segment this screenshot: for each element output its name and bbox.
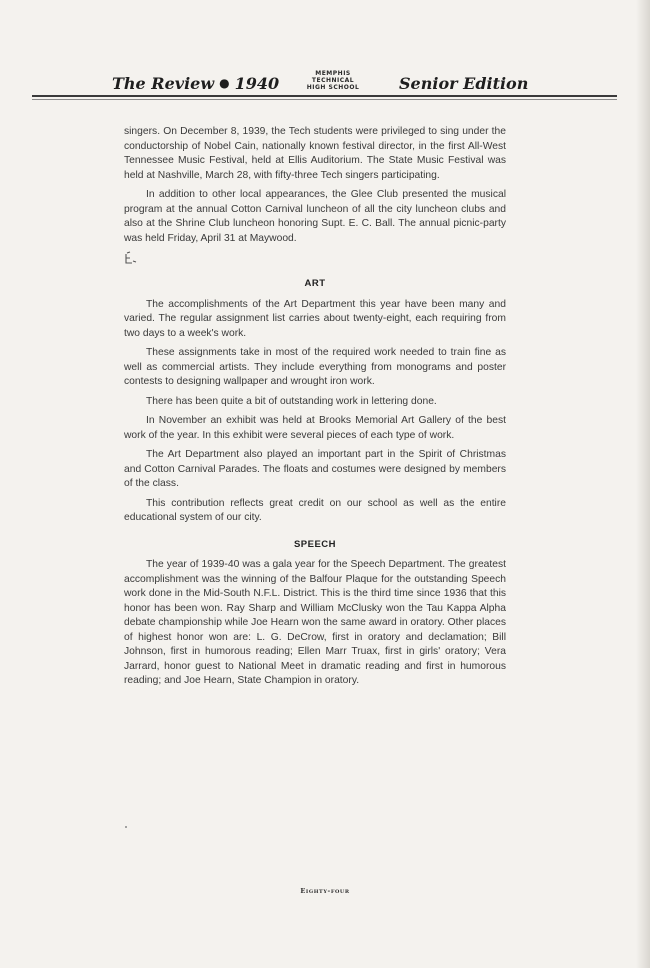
school-line-2: TECHNICAL: [311, 77, 355, 84]
art-paragraph-6: This contribution reflects great credit on our school as well as the entire educational system of our city.: [124, 497, 506, 523]
handwritten-mark-icon: [124, 251, 138, 265]
page-edge-shadow: [636, 0, 650, 968]
article-body: [124, 125, 506, 694]
art-paragraph-4: In November an exhibit was held at Brooks Memorial Art Gallery of the best work of the year. In this exhibit were several pieces of each type of work.: [124, 415, 506, 441]
intro-paragraph-2: In addition to other local appearances, the Glee Club presented the musical program at the annual Cotton Carnival luncheon of all the city luncheon clubs and also at the Shrine Club luncheon honoring Supt. E. C. Ball. The annual picnic-party was held Friday, April 31 at Maywood.: [124, 189, 506, 244]
art-heading: ART: [304, 278, 326, 289]
speech-heading: SPEECH: [293, 538, 337, 550]
art-paragraph-2: These assignments take in most of the required work needed to train fine as well as commercial artists. They include everything from monograms and poster contests to designing wallpaper and wrought iron work.: [124, 347, 506, 387]
art-paragraph-1: The accomplishments of the Art Department this year have been many and varied. The regular assignment list carries about twenty-eight, each requiring from two days to a week's work.: [124, 298, 506, 339]
art-paragraph-5: The Art Department also played an important part in the Spirit of Christmas and Cotton Carnival Parades. The floats and costumes were designed by members of the class.: [124, 449, 506, 489]
intro-paragraph-1: singers. On December 8, 1939, the Tech students were privileged to sing under the conductorship of Nobel Cain, nationally known festival director, in the first All-West Tennessee Music Festival, held at Ellis Auditorium. The State Music Festival was held at Nashville, March 28, with fifty-three Tech singers participating.: [124, 126, 506, 181]
page-number: Eighty-four: [300, 887, 350, 895]
header-title-text: The Review: [112, 74, 215, 93]
speech-paragraph-1: The year of 1939-40 was a gala year for the Speech Department. The greatest accomplishment was the winning of the Balfour Plaque for the outstanding Speech work done in the Mid-South N.F.L. District. This is the third time since 1936 that this honor has been won. Ray Sharp and William McClusky won the Tau Kappa Alpha debate championship while Joe Hearn won the same award in oratory. Other places of highest honor won are: L. G. DeCrow, first in oratory and declamation; Bill Johnson, first in humorous reading; Ellen Marr Truax, first in girls' oratory; Vera Jarrard, honor guest to National Meet in dramatic reading and first in humorous reading; and Joe Hearn, State Champion in oratory.: [124, 559, 506, 686]
header-school-name: [300, 70, 366, 91]
header-edition: Senior Edition: [399, 74, 529, 93]
header-year: 1940: [234, 74, 280, 93]
header-rule-thin: [32, 99, 617, 100]
header-publication-title: [112, 74, 279, 93]
paper-speck: [125, 826, 127, 828]
header-rule: [32, 95, 617, 97]
running-header: [112, 70, 529, 98]
bullet-icon: ●: [219, 76, 230, 90]
school-line-3: HIGH SCHOOL: [306, 84, 360, 91]
school-line-1: MEMPHIS: [315, 70, 351, 77]
art-paragraph-3: There has been quite a bit of outstanding work in lettering done.: [146, 395, 437, 407]
